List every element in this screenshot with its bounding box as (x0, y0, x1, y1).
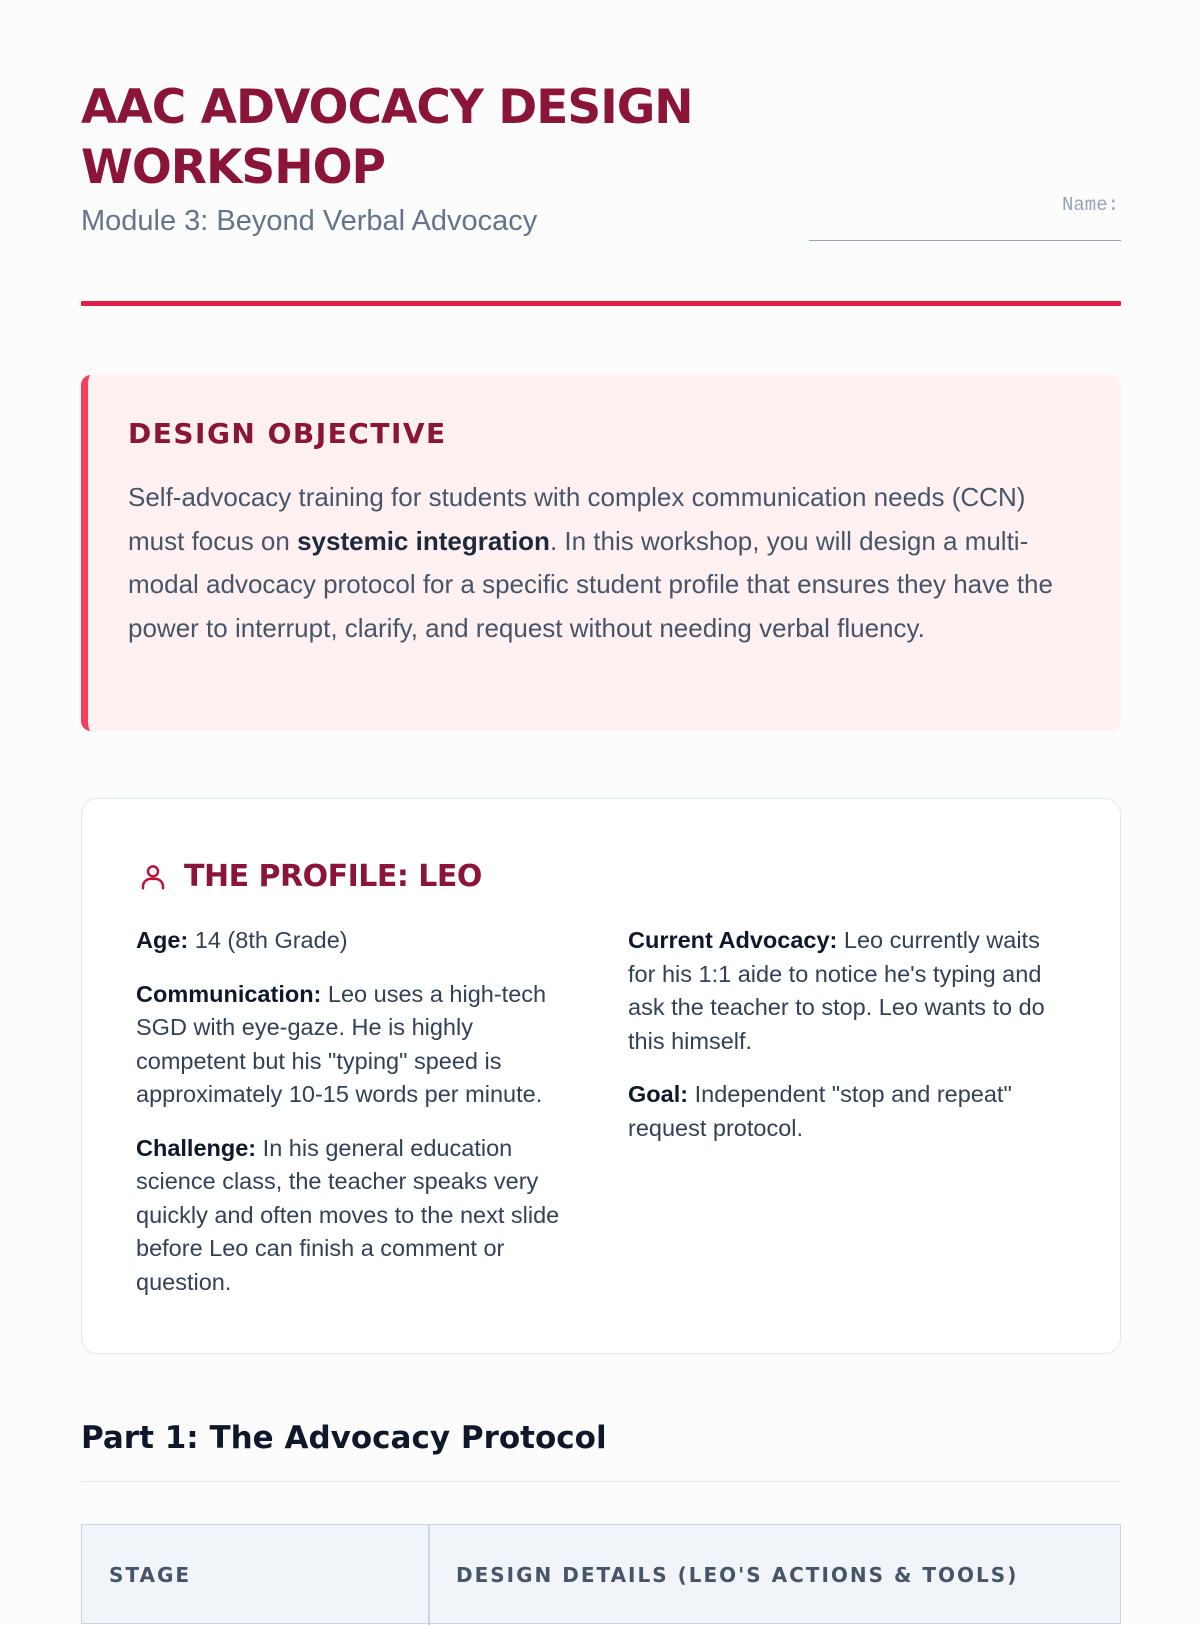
part-1-heading: Part 1: The Advocacy Protocol (81, 1420, 607, 1456)
objective-text-emphasis: systemic integration (297, 525, 550, 556)
profile-goal-label: Goal: (628, 1081, 689, 1107)
profile-column-right (628, 924, 1068, 1165)
column-header-stage: STAGE (109, 1563, 192, 1587)
profile-column-left (136, 924, 576, 1319)
objective-text-start: Self-advocacy training for students with complex communication needs (CCN) must focus on (128, 482, 1026, 556)
header-divider (81, 301, 1121, 306)
name-label: Name: (1061, 194, 1119, 216)
profile-current-advocacy-label: Current Advocacy: (628, 927, 838, 953)
profile-heading (138, 859, 482, 894)
profile-communication-value: Leo uses a high-tech SGD with eye-gaze. He is highly competent but his "typing" speed is approximately 10-15 words per minute. (136, 980, 547, 1107)
column-header-design-details: DESIGN DETAILS (LEO'S ACTIONS & TOOLS) (456, 1563, 1019, 1587)
column-divider (428, 1525, 430, 1625)
profile-current-advocacy (628, 924, 1068, 1058)
profile-current-advocacy-value: Leo currently waits for his 1:1 aide to notice he's typing and ask the teacher to stop. Leo wants to do this himself. (628, 927, 1045, 1054)
objective-text (128, 476, 1061, 650)
name-field[interactable] (809, 190, 1121, 241)
page-title: AAC ADVOCACY DESIGN WORKSHOP (81, 80, 693, 195)
profile-challenge (136, 1132, 576, 1300)
profile-title: THE PROFILE: LEO (184, 859, 482, 894)
worksheet-page (81, 0, 1121, 1587)
module-subtitle: Module 3: Beyond Verbal Advocacy (81, 205, 538, 237)
objective-heading: DESIGN OBJECTIVE (128, 417, 447, 450)
profile-age (136, 924, 576, 958)
profile-age-label: Age: (136, 927, 189, 953)
profile-card (81, 798, 1121, 1354)
profile-communication (136, 978, 576, 1112)
worksheet-header (81, 0, 1121, 300)
protocol-table-header (81, 1524, 1121, 1624)
profile-communication-label: Communication: (136, 980, 322, 1007)
profile-age-value: 14 (8th Grade) (188, 927, 348, 953)
part-1-divider (81, 1481, 1121, 1482)
user-icon (138, 862, 168, 892)
design-objective-callout (81, 375, 1121, 731)
profile-goal-value: Independent "stop and repeat" request protocol. (628, 1081, 1012, 1141)
objective-text-end: . In this workshop, you will design a multi-modal advocacy protocol for a specific student profile that ensures they have the power to interrupt, clarify, and request without needing verbal fluency. (128, 525, 1053, 643)
profile-challenge-label: Challenge: (136, 1134, 257, 1161)
profile-challenge-value: In his general education science class, the teacher speaks very quickly and often moves to the next slide before Leo can finish a comment or question. (136, 1134, 560, 1295)
profile-goal (628, 1078, 1068, 1145)
